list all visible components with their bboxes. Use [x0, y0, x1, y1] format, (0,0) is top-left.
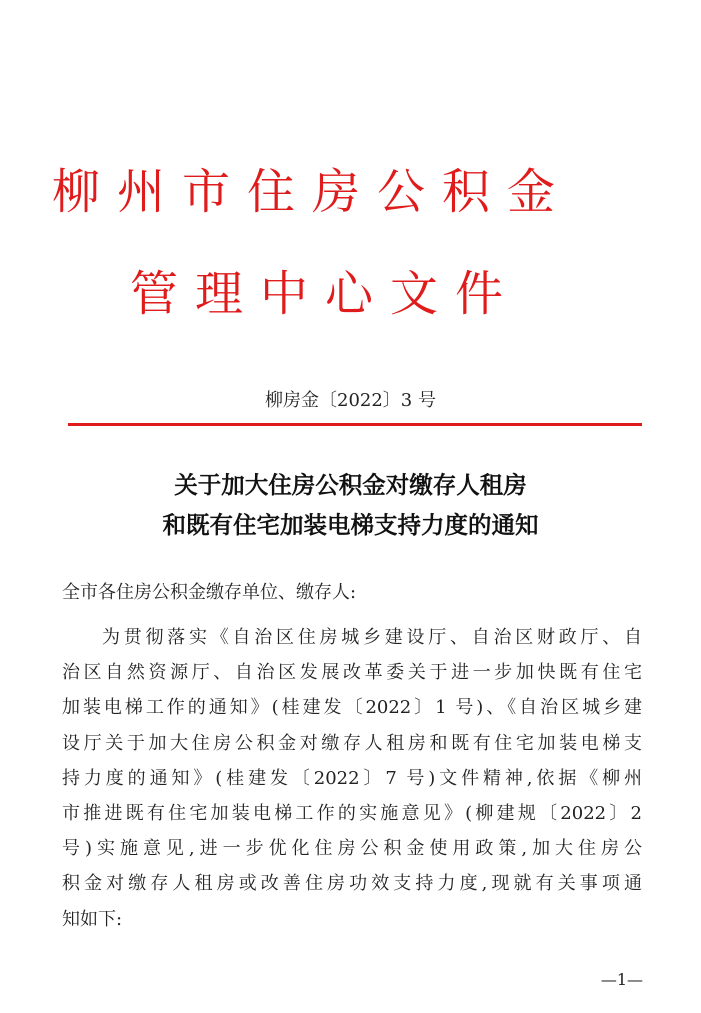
- document-title: [0, 465, 701, 545]
- body-line: 设厅关于加大住房公积金对缴存人租房和既有住宅加装电梯支: [62, 732, 642, 754]
- title-line1: 关于加大住房公积金对缴存人租房: [174, 471, 527, 499]
- body-line: 号)实施意见,进一步优化住房公积金使用政策,加大住房公: [62, 838, 642, 860]
- body-line: 为贯彻落实《自治区住房城乡建设厅、自治区财政厅、自: [102, 627, 642, 648]
- body-paragraph: [62, 620, 642, 937]
- document-number: 柳房金〔2022〕3 号: [265, 390, 436, 411]
- issuer-header-line2: 管理中心文件: [130, 266, 521, 322]
- salutation: 全市各住房公积金缴存单位、缴存人:: [62, 582, 357, 603]
- body-line: 知如下:: [62, 908, 123, 930]
- body-line: 治区自然资源厅、自治区发展改革委关于进一步加快既有住宅: [62, 662, 642, 684]
- title-line2: 和既有住宅加装电梯支持力度的通知: [162, 511, 539, 539]
- red-divider-rule: [68, 423, 642, 426]
- body-line: 积金对缴存人租房或改善住房功效支持力度,现就有关事项通: [62, 873, 642, 895]
- issuer-header-line1: 柳州市住房公积金: [52, 164, 573, 220]
- page-number: —1—: [600, 970, 643, 989]
- body-line: 市推进既有住宅加装电梯工作的实施意见》(柳建规〔2022〕2: [62, 802, 642, 824]
- body-line: 加装电梯工作的通知》(桂建发〔2022〕1 号)、《自治区城乡建: [62, 697, 642, 719]
- body-line: 持力度的通知》(桂建发〔2022〕7 号)文件精神,依据《柳州: [62, 767, 642, 789]
